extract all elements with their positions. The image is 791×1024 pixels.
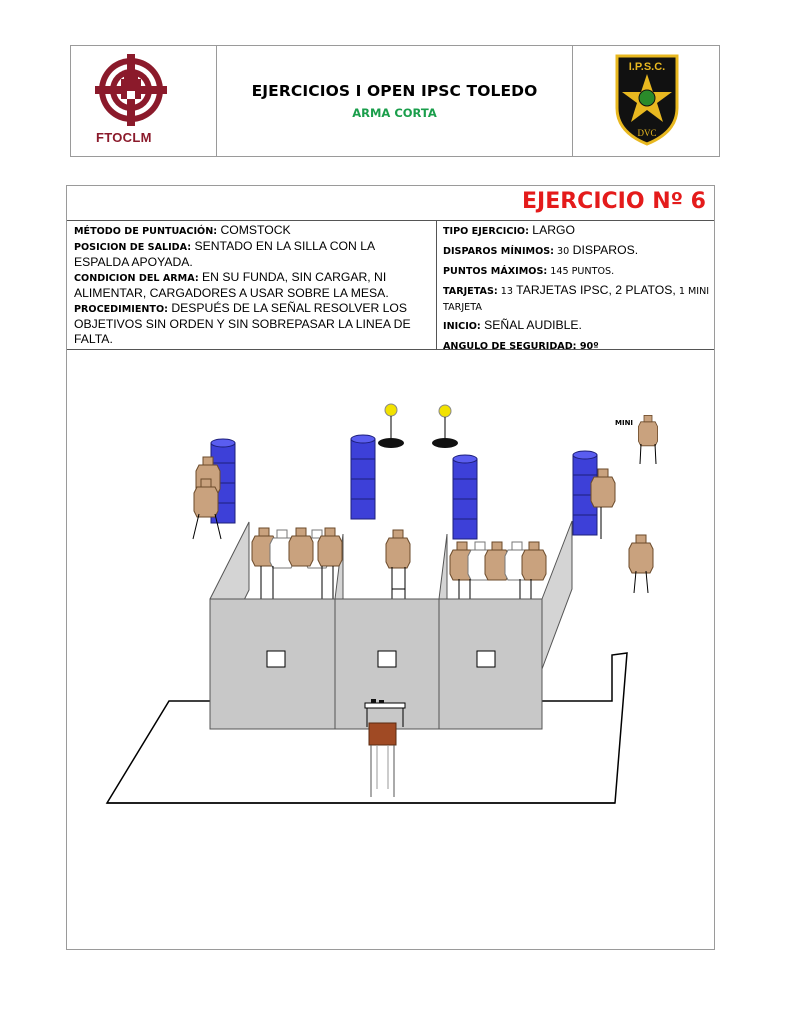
wall-window-3 (477, 651, 495, 667)
ipsc-target (386, 530, 410, 568)
barrel-2 (351, 435, 375, 519)
min-shots-label: DISPAROS MÍNIMOS: (443, 246, 554, 257)
document-subtitle: ARMA CORTA (352, 106, 437, 120)
mini-target (638, 415, 657, 445)
targets-number: 13 (497, 286, 513, 297)
ipsc-logo-motto: DVC (637, 128, 657, 138)
targets-extra: 1 MINI TARJETA (443, 286, 710, 313)
procedure-row (74, 301, 430, 347)
wall-window-1 (267, 651, 285, 667)
procedure-label: PROCEDIMIENTO: (74, 304, 168, 315)
ipsc-target (289, 528, 313, 566)
exercise-type-value: LARGO (528, 223, 575, 237)
right-side-wall (542, 521, 572, 669)
exercise-type-row (443, 223, 710, 239)
ipsc-logo-text: I.P.S.C. (628, 61, 666, 73)
weapon-condition-row (74, 270, 430, 301)
scoring-method-value: COMSTOCK (217, 223, 291, 237)
start-signal-label: INICIO: (443, 321, 481, 332)
safety-angle-label: ANGULO DE SEGURIDAD: 90º (443, 341, 599, 352)
details-left-column (67, 221, 437, 349)
start-signal-row (443, 318, 710, 334)
ipsc-shield-icon (573, 46, 719, 158)
targets-label: TARJETAS: (443, 286, 498, 297)
start-position-value: SENTADO EN LA SILLA CON LA ESPALDA APOYADA. (74, 239, 375, 269)
exercise-type-label: TIPO EJERCICIO: (443, 226, 529, 237)
exercise-details-table (67, 220, 714, 350)
weapon-condition-value: EN SU FUNDA, SIN CARGAR, NI ALIMENTAR, CARGADORES A USAR SOBRE LA MESA. (74, 270, 389, 300)
barrel-3 (453, 455, 477, 539)
ipsc-target (629, 535, 653, 573)
min-shots-row (443, 243, 710, 259)
start-signal-value: SEÑAL AUDIBLE. (480, 318, 582, 332)
wall-window-2 (378, 651, 396, 667)
min-shots-number: 30 (553, 246, 570, 257)
min-shots-value: DISPAROS. (569, 243, 639, 257)
ipsc-logo (573, 46, 719, 156)
ipsc-target (522, 542, 546, 580)
procedure-value: DESPUÉS DE LA SEÑAL RESOLVER LOS OBJETIVOS SIN ORDEN Y SIN SOBREPASAR LA LINEA DE FALTA. (74, 301, 411, 346)
start-position-row (74, 239, 430, 270)
targets-row (443, 283, 710, 315)
mini-target-label: MINI (615, 419, 634, 427)
header-title-cell (217, 46, 573, 156)
steel-plate-1 (378, 404, 404, 448)
exercise-title: EJERCICIO Nº 6 (522, 189, 706, 214)
ftoclm-logo (71, 46, 217, 156)
page-header (70, 45, 720, 157)
scoring-method-row (74, 223, 430, 239)
targets-value: TARJETAS IPSC, 2 PLATOS, (512, 283, 676, 297)
weapon-condition-label: CONDICION DEL ARMA: (74, 273, 199, 284)
start-position-label: POSICION DE SALIDA: (74, 242, 192, 253)
ftoclm-logo-text: FTOCLM (96, 130, 152, 145)
document-title: EJERCICIOS I OPEN IPSC TOLEDO (251, 82, 538, 100)
max-points-row (443, 263, 710, 279)
stage-diagram (67, 349, 714, 949)
details-right-column (437, 221, 714, 352)
steel-plate-2 (432, 405, 458, 448)
max-points-value: 145 PUNTOS. (547, 266, 615, 277)
exercise-panel (66, 185, 715, 950)
scoring-method-label: MÉTODO DE PUNTUACIÓN: (74, 226, 218, 237)
max-points-label: PUNTOS MÁXIMOS: (443, 266, 548, 277)
